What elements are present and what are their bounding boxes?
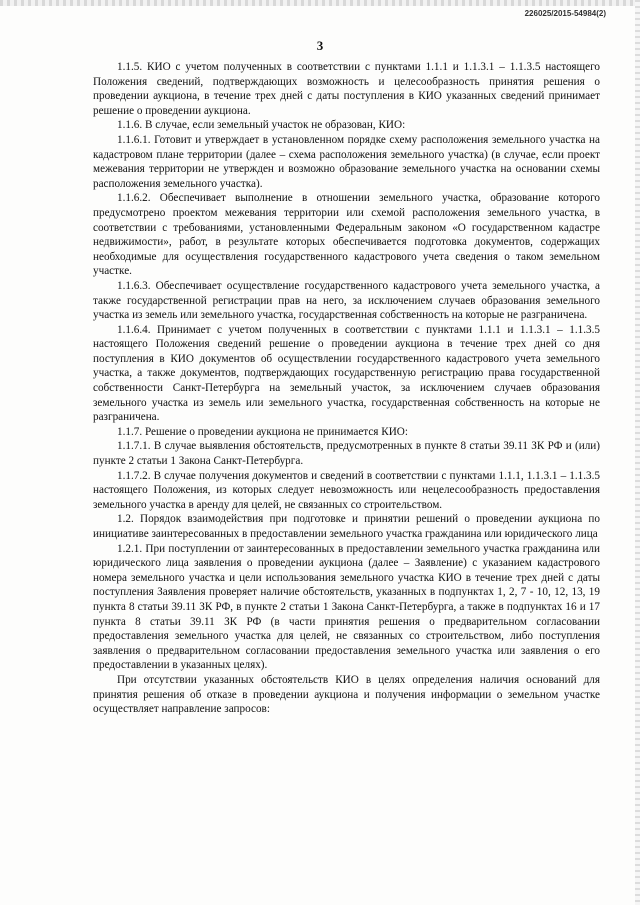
document-registration-number: 226025/2015-54984(2) [524, 9, 606, 18]
paragraph-1-1-5: 1.1.5. КИО с учетом полученных в соответствии с пунктами 1.1.1 и 1.1.3.1 – 1.1.3.5 настоящего Положения сведений, подтверждающих возможность и целесообразность принятия решения о проведении аукциона, в течение трех дней с даты поступления в КИО указанных сведений принимает решение о проведении аукциона. [93, 61, 600, 117]
paragraph-1-1-6-2: 1.1.6.2. Обеспечивает выполнение в отношении земельного участка, образование которого предусмотрено проектом межевания территории или схемой расположения земельного участка, в соответствии с требованиями, установленными Федеральным законом «О государственном кадастре недвижимости», работ, в результате которых обеспечивается подготовка документов, содержащих необходимые для осуществления государственного кадастрового учета сведения о таком земельном участке. [93, 192, 600, 278]
document-body [93, 60, 600, 717]
paragraph-1-1-6-4: 1.1.6.4. Принимает с учетом полученных в соответствии с пунктами 1.1.1 и 1.1.3.1 – 1.1.3.5 настоящего Положения сведений решение о проведении аукциона в течение трех дней со дня поступления в КИО документов об осуществлении государственного кадастрового учета земельного участка, а также документов, подтверждающих государственную регистрацию права государственной собственности Санкт-Петербурга на земельный участок, за исключением случаев образования земельного участка из земель или земельного участка, государственная собственность на которые не разграничена. [93, 323, 600, 424]
paragraph-1-1-6-3: 1.1.6.3. Обеспечивает осуществление государственного кадастрового учета земельного участка, а также государственной регистрации прав на него, за исключением случаев образования земельного участка из земель или земельного участка, государственная собственность на которые не разграничена. [93, 279, 600, 322]
paragraph-1-1-7: 1.1.7. Решение о проведении аукциона не принимается КИО: [117, 425, 408, 438]
scan-edge-top [0, 0, 640, 6]
paragraph-1-1-7-1: 1.1.7.1. В случае выявления обстоятельств, предусмотренных в пункте 8 статьи 39.11 ЗК РФ и (или) пункте 2 статьи 1 Закона Санкт-Петербурга. [93, 440, 600, 468]
paragraph-1-1-7-2: 1.1.7.2. В случае получения документов и сведений в соответствии с пунктами 1.1.1, 1.1.3.1 – 1.1.3.5 настоящего Положения, из которых следует невозможность или нецелесообразность предоставления земельного участка в аренду для целей, не связанных со строительством. [93, 469, 600, 511]
paragraph-1-1-6-1: 1.1.6.1. Готовит и утверждает в установленном порядке схему расположения земельного участка на кадастровом плане территории (далее – схема расположения земельного участка) (в случае, если проект межевания территории не утвержден и возможно образование земельного участка на основании схемы расположения земельного участка). [93, 133, 600, 190]
scan-edge-right [635, 0, 640, 905]
paragraph-1-2-1: 1.2.1. При поступлении от заинтересованных в предоставлении земельного участка гражданина или юридического лица заявления о проведении аукциона (далее – Заявление) с указанием кадастрового номера земельного участка и цели использования земельного участка КИО в течение трех дней с даты поступления Заявления проверяет наличие обстоятельств, указанных в подпунктах 1, 2, 7 - 10, 12, 13, 19 пункта 8 статьи 39.11 ЗК РФ, в пункте 2 статьи 1 Закона Санкт-Петербурга, а также в подпунктах 16 и 17 пункта 8 статьи 39.11 ЗК РФ (в части принятия решения о предварительном согласовании предоставления земельного участка для целей, не связанных со строительством, либо поступления заявления о предварительном согласовании предоставления земельного участка или заявления о его предоставлении в указанных целях). [93, 542, 600, 672]
paragraph-1-1-6: 1.1.6. В случае, если земельный участок не образован, КИО: [117, 119, 406, 132]
page-number: 3 [316, 38, 324, 53]
paragraph-1-2: 1.2. Порядок взаимодействия при подготовке и принятии решений о проведении аукциона по инициативе заинтересованных в предоставлении земельного участка гражданина или юридического лица [93, 513, 600, 540]
paragraph-requests-intro: При отсутствии указанных обстоятельств КИО в целях определения наличия оснований для принятия решения об отказе в проведении аукциона и получения информации о земельном участке осуществляет направление запросов: [93, 673, 600, 716]
